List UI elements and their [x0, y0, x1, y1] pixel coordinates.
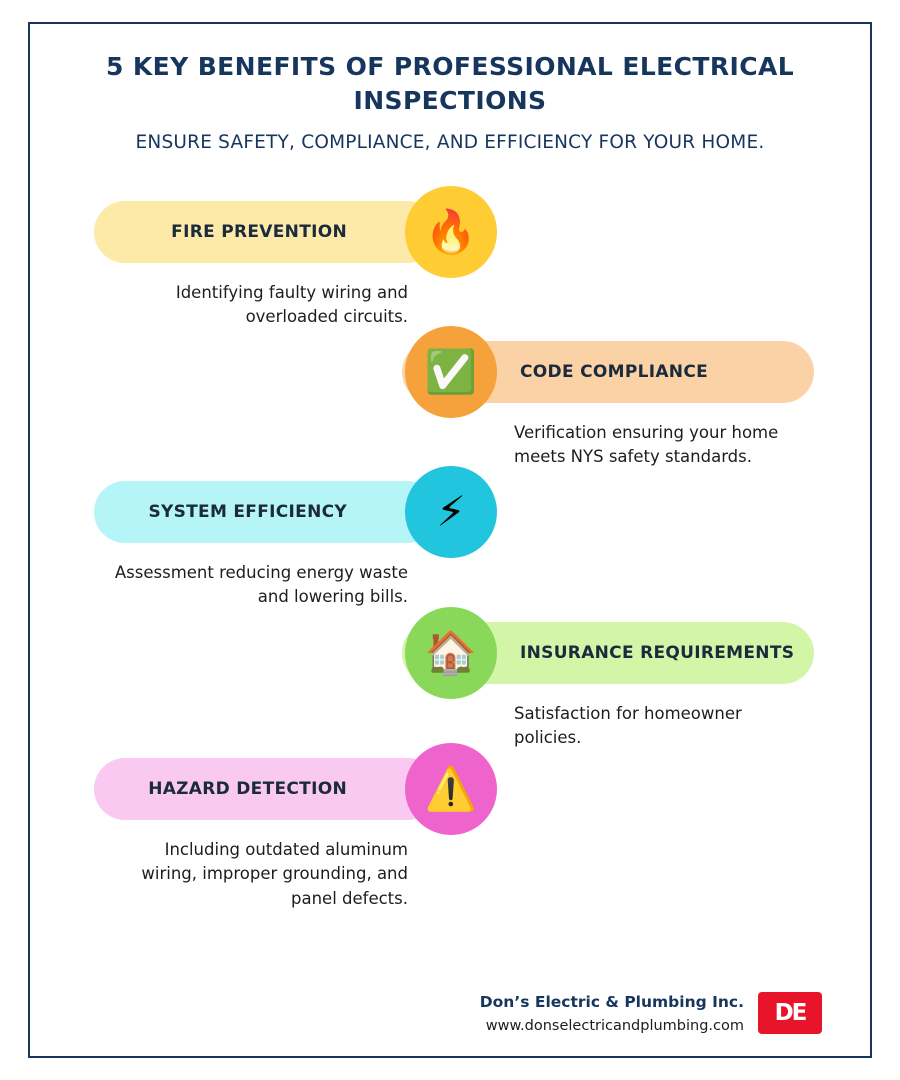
benefit-pill	[94, 201, 439, 263]
lightning-bolt-icon-glyph: ⚡	[436, 486, 466, 536]
company-logo-text: DE	[774, 1000, 806, 1026]
fire-icon	[405, 186, 497, 278]
benefit-label: CODE COMPLIANCE	[520, 361, 709, 382]
benefit-description: Verification ensuring your home meets NYS safety standards.	[514, 422, 779, 467]
house-icon	[405, 607, 497, 699]
benefits-list	[30, 195, 870, 908]
benefit-description: Satisfaction for homeowner policies.	[514, 703, 742, 748]
benefit-pill	[94, 758, 439, 820]
benefit-label: HAZARD DETECTION	[148, 778, 347, 799]
warning-triangle-icon-glyph: ⚠️	[424, 763, 478, 813]
benefit-pill	[94, 481, 439, 543]
benefit-label: INSURANCE REQUIREMENTS	[520, 642, 795, 663]
benefit-label: SYSTEM EFFICIENCY	[148, 501, 347, 522]
infographic-poster	[28, 22, 872, 1058]
poster-footer	[30, 992, 870, 1034]
check-mark-icon	[405, 326, 497, 418]
benefit-label: FIRE PREVENTION	[171, 221, 347, 242]
lightning-bolt-icon	[405, 466, 497, 558]
house-icon-glyph: 🏠	[424, 627, 478, 677]
page-title: 5 KEY BENEFITS OF PROFESSIONAL ELECTRICAL INSPECTIONS	[105, 52, 795, 115]
fire-icon-glyph: 🔥	[424, 206, 478, 256]
benefit-description: Identifying faulty wiring and overloaded circuits.	[175, 282, 408, 327]
warning-triangle-icon	[405, 743, 497, 835]
footer-text-block	[480, 993, 744, 1034]
company-website[interactable]: www.donselectricandplumbing.com	[485, 1017, 744, 1034]
company-name: Don’s Electric & Plumbing Inc.	[479, 992, 744, 1011]
company-logo	[758, 992, 822, 1034]
benefit-description: Assessment reducing energy waste and lowering bills.	[114, 562, 408, 607]
check-mark-icon-glyph: ✅	[424, 346, 478, 396]
benefit-description: Including outdated aluminum wiring, improper grounding, and panel defects.	[141, 839, 408, 908]
page-subtitle: ENSURE SAFETY, COMPLIANCE, AND EFFICIENCY FOR YOUR HOME.	[135, 131, 765, 153]
poster-header	[30, 24, 870, 153]
